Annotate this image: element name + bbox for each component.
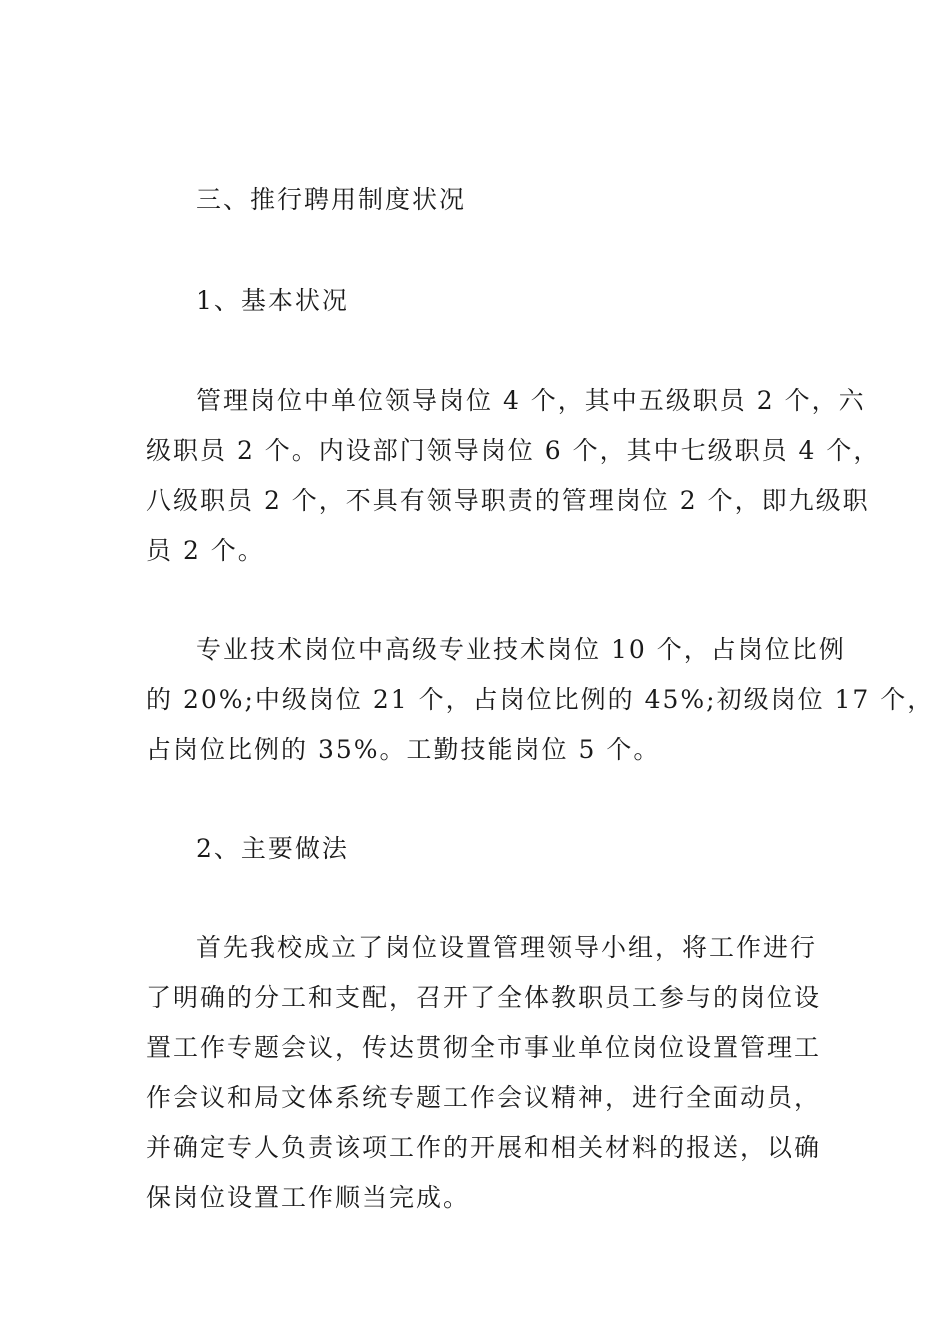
section-heading-3: 三、推行聘用制度状况 <box>196 185 467 214</box>
paragraph-line: 了明确的分工和支配，召开了全体教职员工参与的岗位设 <box>146 983 822 1012</box>
paragraph-line: 的 20%;中级岗位 21 个，占岗位比例的 45%;初级岗位 17 个， <box>146 685 935 714</box>
paragraph-line: 占岗位比例的 35%。工勤技能岗位 5 个。 <box>146 735 661 764</box>
paragraph-line: 员 2 个。 <box>146 536 265 565</box>
paragraph-line: 八级职员 2 个，不具有领导职责的管理岗位 2 个，即九级职 <box>146 486 870 515</box>
paragraph-line: 置工作专题会议，传达贯彻全市事业单位岗位设置管理工 <box>146 1033 822 1062</box>
paragraph-line: 级职员 2 个。内设部门领导岗位 6 个，其中七级职员 4 个， <box>146 436 881 465</box>
paragraph-line: 专业技术岗位中高级专业技术岗位 10 个，占岗位比例 <box>196 635 846 664</box>
paragraph-line: 首先我校成立了岗位设置管理领导小组，将工作进行 <box>196 933 818 962</box>
paragraph-line: 作会议和局文体系统专题工作会议精神，进行全面动员， <box>146 1083 822 1112</box>
subheading-basic-status: 1、基本状况 <box>196 286 349 315</box>
paragraph-line: 管理岗位中单位领导岗位 4 个，其中五级职员 2 个，六 <box>196 386 866 415</box>
paragraph-line: 保岗位设置工作顺当完成。 <box>146 1183 471 1212</box>
subheading-main-practices: 2、主要做法 <box>196 834 349 863</box>
paragraph-line: 并确定专人负责该项工作的开展和相关材料的报送，以确 <box>146 1133 822 1162</box>
